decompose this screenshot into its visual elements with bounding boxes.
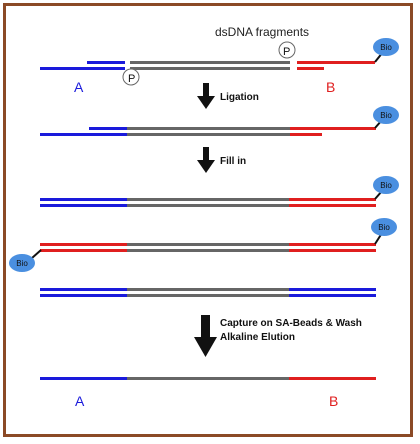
biotin-label: Bio [380, 43, 392, 52]
row-5-filled-no-biotin [40, 288, 376, 297]
fragments-label: dsDNA fragments [215, 25, 310, 39]
adapter-b-strand-bottom [289, 204, 376, 207]
adapter-b-strand-bottom [40, 249, 127, 252]
adapter-a-strand-long [40, 133, 127, 136]
adapter-b-strand [289, 377, 376, 380]
row-2-ligated [40, 106, 399, 136]
fragment-bottom-strand [127, 133, 290, 136]
phosphate-label: P [128, 73, 136, 85]
adapter-a-strand-bottom [40, 204, 127, 207]
fragment-top-strand [127, 198, 289, 201]
fragment-top-strand [127, 288, 289, 291]
adapter-b-strand-short [297, 67, 324, 70]
adapter-a-strand-short [89, 127, 127, 130]
fragment-bottom-strand [127, 249, 289, 252]
step-elution-label: Alkaline Elution [220, 332, 296, 343]
adapter-a-strand-long [40, 67, 125, 70]
down-arrow-icon [194, 315, 217, 357]
adapter-b-strand-long [290, 127, 376, 130]
fragment-strand [127, 377, 289, 380]
adapter-a-strand-top [40, 198, 127, 201]
biotin-bead-icon [9, 254, 35, 272]
row-3-filled-biotin-b [40, 176, 399, 207]
row-6-eluted-single-strand [40, 377, 376, 409]
biotin-bead-icon [373, 176, 399, 194]
adapter-a-label: A [75, 393, 85, 409]
biotin-bead-icon [373, 106, 399, 124]
adapter-a-strand-bottom [289, 294, 376, 297]
adapter-b-strand-top [40, 243, 127, 246]
adapter-b-label: B [326, 79, 336, 95]
adapter-b-strand-short [290, 133, 322, 136]
biotin-label: Bio [378, 223, 390, 232]
phosphate-label: P [283, 46, 291, 58]
biotin-bead-icon [371, 218, 397, 236]
phosphate-circle-left [123, 69, 139, 85]
adapter-a-strand-short [87, 61, 125, 64]
biotin-bead-icon [373, 38, 399, 56]
row-4-filled-biotin-both [9, 218, 397, 272]
adapter-a-strand-bottom [40, 294, 127, 297]
down-arrow-icon [197, 83, 215, 109]
fragment-top-strand [127, 243, 289, 246]
adapter-a-strand-top [40, 288, 127, 291]
phosphate-circle-right [279, 42, 295, 58]
row-1-unligated [40, 38, 399, 95]
step-ligation-label: Ligation [220, 92, 259, 103]
biotin-label: Bio [380, 181, 392, 190]
adapter-b-strand-top [289, 198, 376, 201]
down-arrow-icon [197, 147, 215, 173]
fragment-bottom-strand [127, 204, 289, 207]
adapter-a-strand [40, 377, 127, 380]
step-fill-in-label: Fill in [220, 156, 247, 167]
step-capture-label: Capture on SA-Beads & Wash [220, 318, 362, 329]
fragment-bottom-strand [127, 294, 289, 297]
adapter-a-strand-top [289, 288, 376, 291]
adapter-b-strand-long [297, 61, 375, 64]
fragment-top-strand [130, 61, 290, 64]
adapter-b-label: B [329, 393, 339, 409]
adapter-b-strand-bottom [289, 249, 376, 252]
biotin-label: Bio [16, 259, 28, 268]
fragment-top-strand [127, 127, 290, 130]
biotin-label: Bio [380, 111, 392, 120]
adapter-a-label: A [74, 79, 84, 95]
biotin-linker [32, 250, 41, 258]
fragment-bottom-strand [130, 67, 290, 70]
adapter-b-strand-top [289, 243, 376, 246]
